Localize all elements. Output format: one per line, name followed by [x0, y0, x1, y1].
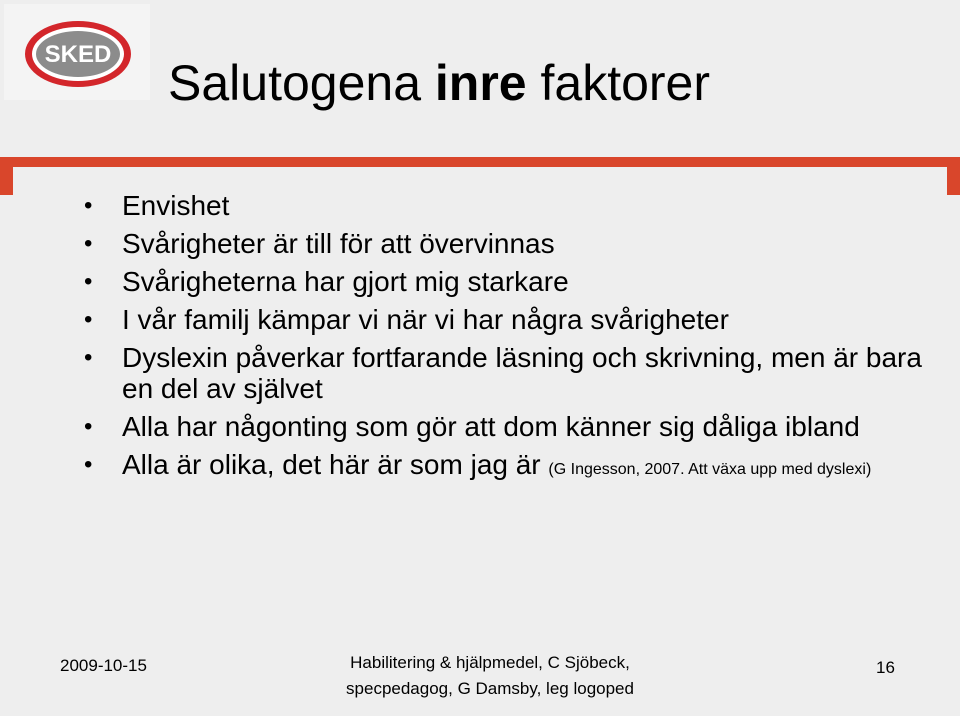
citation: (G Ingesson, 2007. Att växa upp med dyslexi) — [548, 461, 872, 478]
bullet-item — [80, 449, 940, 485]
bullet-item — [80, 411, 940, 442]
bullet-item — [80, 190, 940, 221]
slide-title — [168, 55, 711, 111]
page-number: 16 — [876, 658, 895, 677]
footer-credits — [300, 650, 680, 702]
bullet-item — [80, 304, 940, 335]
logo-text: SKED — [44, 41, 112, 68]
bullet-text: I vår familj kämpar vi när vi har några svårigheter — [122, 304, 729, 335]
bullet-item — [80, 266, 940, 297]
footer-credits-line-1: Habilitering & hjälpmedel, C Sjöbeck, — [350, 653, 630, 672]
bullet-item — [80, 342, 940, 404]
bullet-text: Dyslexin påverkar fortfarande läsning och skrivning, men är bara en del av självet — [122, 342, 922, 404]
bullet-text: Alla är olika, det här är som jag är — [122, 449, 549, 480]
title-part-2: faktorer — [526, 55, 711, 111]
footer-date: 2009-10-15 — [60, 656, 147, 675]
title-part-1: Salutogena — [168, 55, 435, 111]
bullet-item — [80, 228, 940, 259]
bullet-text: Svårigheterna har gjort mig starkare — [122, 266, 569, 297]
bullet-list — [80, 190, 940, 492]
bullet-text: Alla har någonting som gör att dom känner sig dåliga ibland — [122, 411, 860, 442]
sked-logo — [22, 18, 134, 90]
bullet-text: Envishet — [122, 190, 230, 221]
title-bold: inre — [434, 55, 527, 111]
bullet-text: Svårigheter är till för att övervinnas — [122, 228, 555, 259]
footer-credits-line-2: specpedagog, G Damsby, leg logoped — [346, 679, 634, 698]
